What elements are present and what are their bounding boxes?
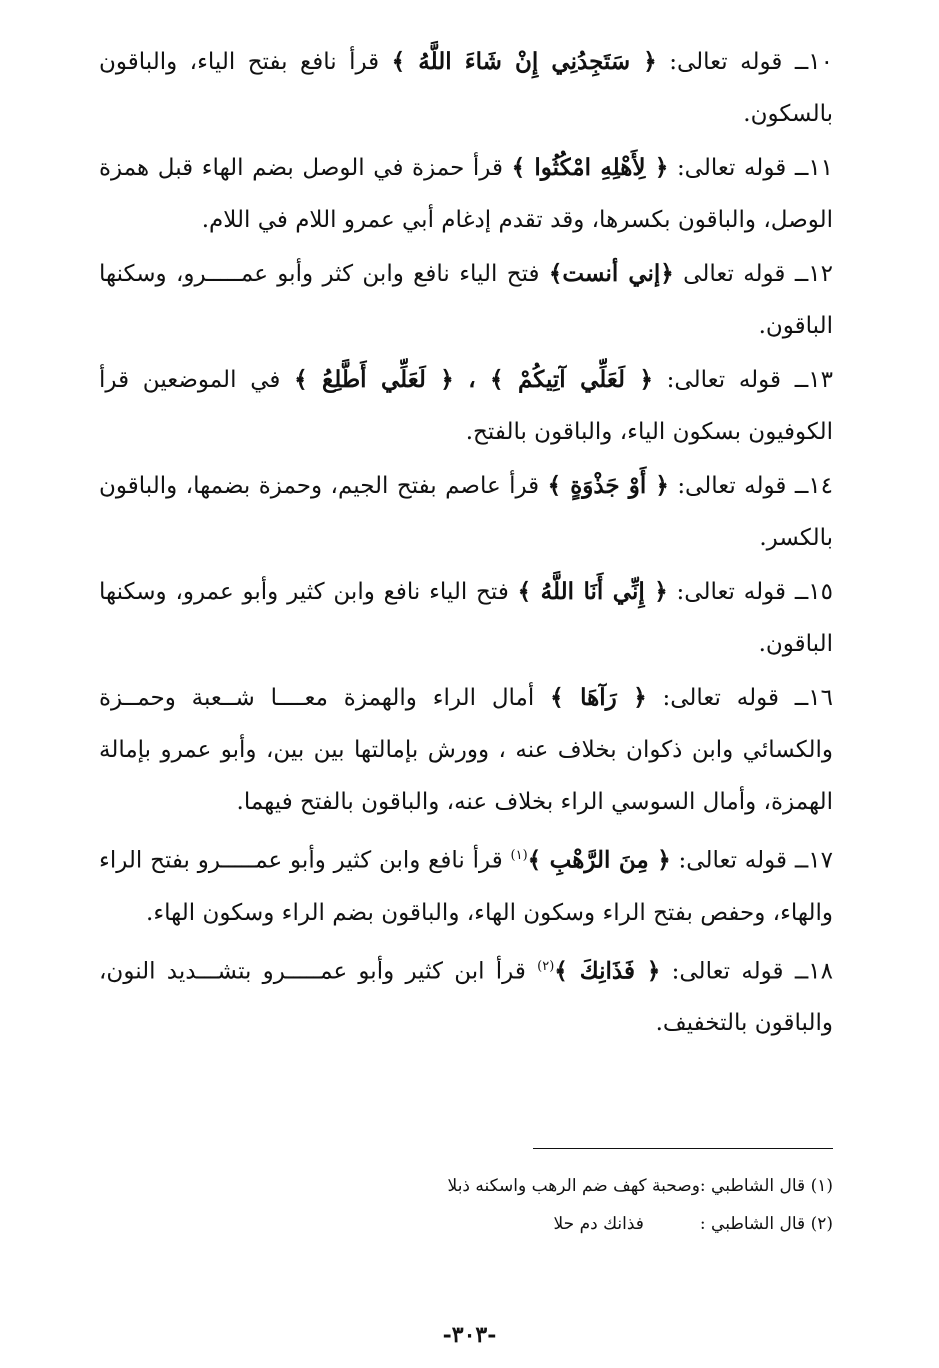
entry-16 [99, 672, 833, 828]
entry-14 [99, 460, 833, 564]
entry-11 [99, 142, 833, 246]
entry-18 [99, 941, 833, 1050]
entry-text: قرأ نافع وابن كثير وأبو عمـــــرو بفتح الراء والهاء، وحفص بفتح الراء وسكون الهاء، والباقون بضم الراء وسكون الهاء. [99, 847, 833, 926]
entry-lead: قوله تعالى: [676, 579, 786, 605]
footnote-text: فذانك دم حلا [553, 1214, 644, 1234]
entry-number: ١٥ــ [794, 579, 834, 605]
entry-number: ١٧ــ [794, 847, 834, 874]
footnote-marker: (١) [510, 848, 528, 863]
entry-text: فتح الياء نافع وابن كثر وأبو عمـــــرو، وسكنها الباقون. [99, 261, 833, 339]
quran-verse: ﴿ رَآهَا ﴾ [550, 684, 647, 711]
quran-verse: ﴿ مِنَ الرَّهْبِ ﴾ [527, 846, 671, 874]
quran-verse: ﴿ أَوْ جَذْوَةٍ ﴾ [547, 472, 669, 499]
entry-number: ١٤ــ [794, 473, 834, 499]
entry-number: ١٣ــ [794, 367, 833, 393]
entry-text: قرأ ابن كثير وأبو عمـــــرو بتشـــديد النون، والباقون بالتخفيف. [99, 958, 833, 1037]
entry-lead: قوله تعالى: [677, 473, 787, 499]
main-text [99, 36, 833, 1051]
entry-number: ١٠ــ [794, 49, 834, 75]
entry-text: قرأ نافع بفتح الياء، والباقون بالسكون. [99, 49, 833, 127]
entry-number: ١١ــ [794, 155, 834, 181]
entry-12 [99, 248, 833, 352]
page-number: -٣٠٣- [442, 1322, 497, 1348]
quran-verse: ﴿ إِنِّي أَنَا اللَّهُ ﴾ [517, 578, 668, 605]
entry-lead: قوله تعالى: [662, 685, 779, 711]
quran-verse: ﴿ فَذَانِكَ ﴾ [554, 957, 661, 985]
entry-lead: قوله تعالى: [676, 155, 787, 181]
entry-text: قرأ حمزة في الوصل بضم الهاء قبل همزة الوصل، والباقون بكسرها، وقد تقدم إدغام أبي عمرو اللام في اللام. [99, 155, 833, 233]
quran-verse: ﴿إني أنست﴾ [548, 260, 674, 287]
entry-text: فتح الياء نافع وابن كثير وأبو عمرو، وسكنها الباقون. [99, 579, 833, 657]
entry-lead: قوله تعالى: [678, 847, 787, 874]
entry-lead: قوله تعالى: [669, 49, 783, 75]
footnote-marker: (٢) [537, 958, 555, 974]
footnote-2 [99, 1205, 833, 1243]
footnote-text: (١) قال الشاطبي :وصحبة كهف ضم الرهب واسكنه ذبلا [447, 1176, 833, 1196]
entry-number: ١٢ــ [794, 261, 834, 287]
entry-17 [99, 830, 833, 939]
entry-text: أمال الراء والهمزة معــــا شــعبة وحمــزة والكسائي وابن ذكوان بخلاف عنه ، وورش بإمالتها بين بين، وأبو عمرو بإمالة الهمزة، وأمال السوسي الراء بخلاف عنه، والباقون بالفتح فيهما. [99, 685, 833, 815]
entry-number: ١٨ــ [794, 958, 834, 985]
entry-text: قرأ عاصم بفتح الجيم، وحمزة بضمها، والباقون بالكسر. [99, 473, 833, 551]
footnote-label: (٢) قال الشاطبي : [699, 1214, 833, 1234]
entry-lead: قوله تعالى: [671, 958, 784, 985]
footnotes [99, 1148, 833, 1243]
entry-lead: قوله تعالى [683, 261, 786, 287]
entry-13 [99, 354, 833, 458]
footnote-1 [99, 1167, 833, 1205]
entry-10 [99, 36, 833, 140]
quran-verse: ﴿ سَتَجِدُنِي إِنْ شَاءَ اللَّهُ ﴾ [391, 48, 657, 75]
entry-lead: قوله تعالى: [666, 367, 782, 393]
quran-verse: ﴿ لَعَلِّي آتِيكُمْ ﴾ ، ﴿ لَعَلِّي أَطَّلِعُ ﴾ [294, 366, 653, 393]
entry-text: في الموضعين قرأ الكوفيون بسكون الياء، والباقون بالفتح. [99, 367, 833, 445]
footnote-divider [533, 1148, 833, 1149]
entry-15 [99, 566, 833, 670]
entry-number: ١٦ــ [794, 685, 833, 711]
quran-verse: ﴿ لِأَهْلِهِ امْكُثُوا ﴾ [511, 154, 669, 181]
